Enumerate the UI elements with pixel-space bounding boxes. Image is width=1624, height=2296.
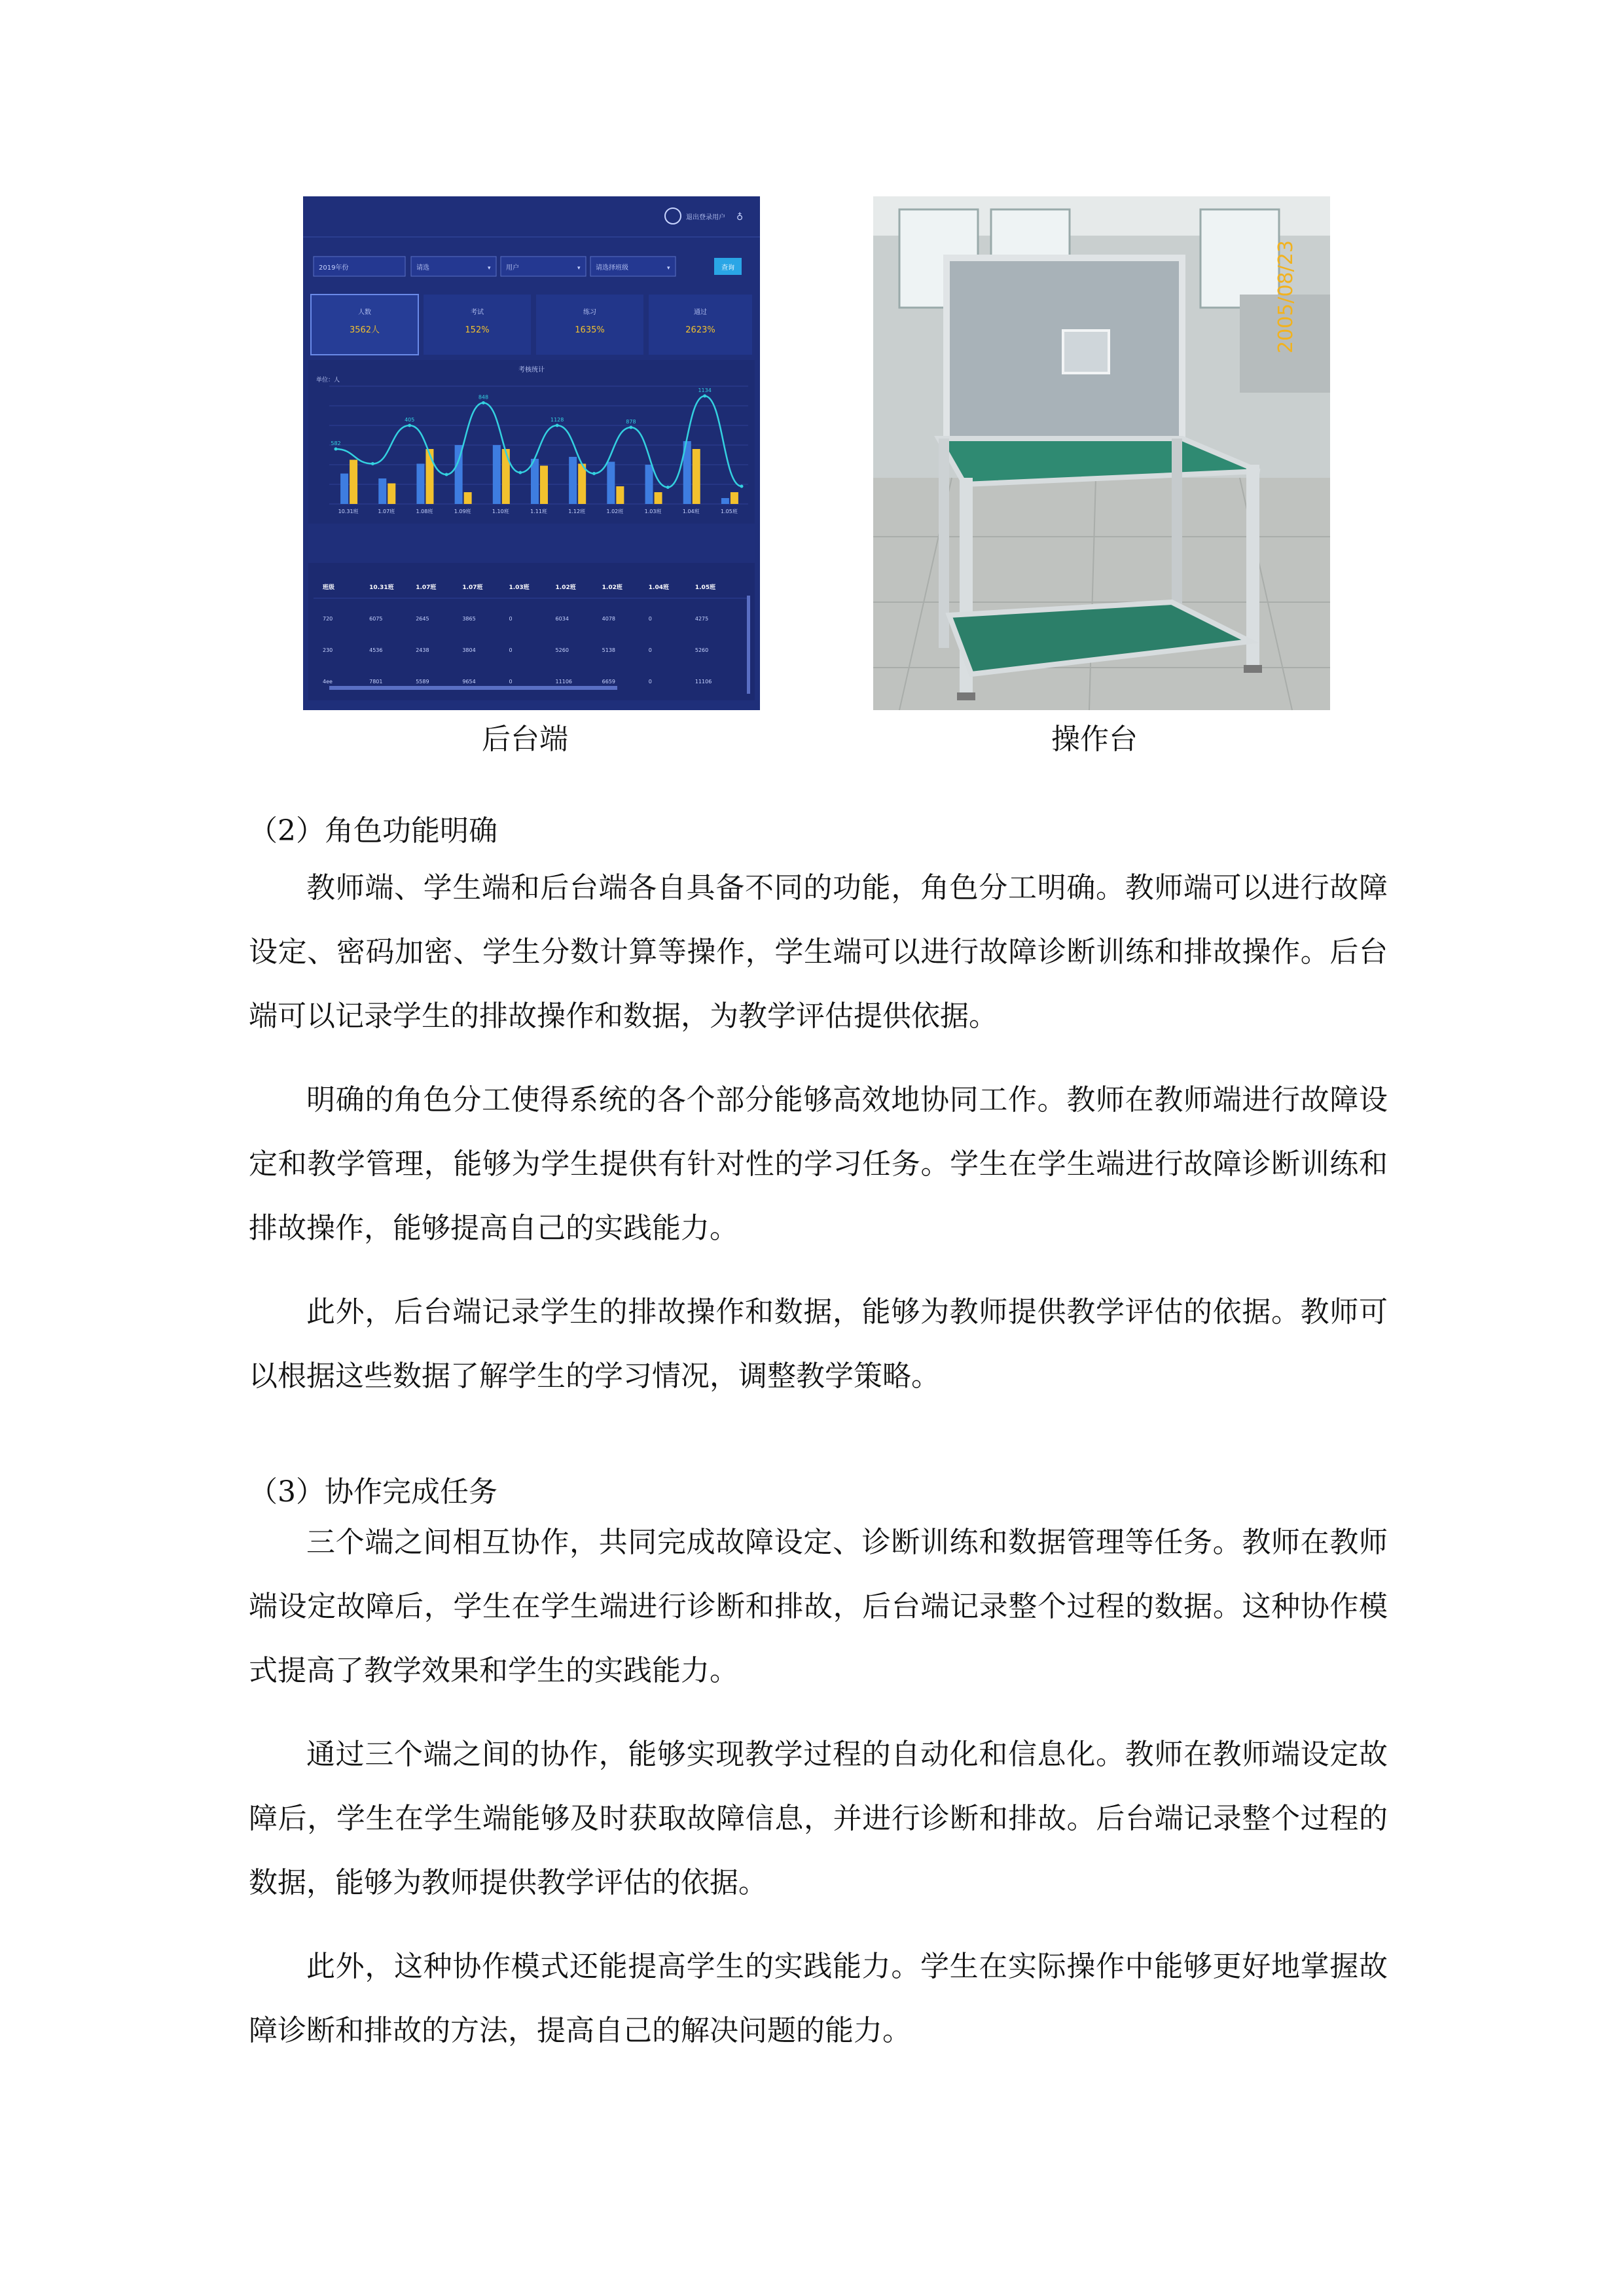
x-tick-label: 10.31班	[338, 509, 359, 514]
table-cell: 9654	[462, 679, 476, 685]
x-tick-label: 1.10班	[492, 509, 509, 514]
table-cell: 230	[323, 647, 333, 653]
kpi-label: 人数	[358, 309, 371, 316]
bar	[607, 462, 615, 505]
kpi-card-1[interactable]	[311, 295, 418, 355]
table-cell: 11106	[695, 679, 712, 685]
bar	[540, 466, 548, 505]
table-cell: 7801	[369, 679, 383, 685]
kpi-label: 练习	[583, 309, 596, 316]
bar	[493, 445, 501, 504]
kpi-value: 152%	[465, 325, 490, 335]
bar	[502, 449, 510, 504]
bar	[378, 478, 386, 504]
bar	[721, 498, 729, 504]
line-point	[740, 485, 744, 488]
bar	[731, 492, 738, 504]
x-tick-label: 1.12班	[568, 509, 586, 514]
bar	[340, 474, 348, 505]
section-heading-3: （3）协作完成任务	[249, 1475, 497, 1509]
chart-unit: 单位：人	[316, 377, 340, 384]
table-cell: 3865	[462, 616, 476, 622]
line-point	[629, 426, 632, 429]
table-cell: 6075	[369, 616, 383, 622]
x-tick-label: 1.08班	[416, 509, 433, 514]
x-tick-label: 1.03班	[644, 509, 662, 514]
kpi-label: 通过	[694, 309, 707, 316]
search-button-label: 查询	[721, 264, 734, 272]
kpi-card-2[interactable]	[424, 295, 531, 355]
table-cell: 0	[648, 647, 652, 653]
bell-icon: ♁	[736, 212, 744, 223]
bar	[531, 459, 539, 504]
table-cell: 5260	[695, 647, 709, 653]
date-stamp: 2005/08/23	[1274, 240, 1297, 353]
table-h-scrollbar[interactable]	[329, 686, 617, 690]
workbench-photo	[873, 196, 1330, 710]
user-label: 退出登录用户	[686, 214, 725, 221]
table-header-cell: 1.02班	[602, 584, 623, 591]
table-cell: 0	[648, 616, 652, 622]
data-label: 1134	[698, 387, 712, 393]
x-tick-label: 1.05班	[721, 509, 738, 514]
table-cell: 2438	[416, 647, 429, 653]
table-cell: 2645	[416, 616, 429, 622]
paragraph: 此外，这种协作模式还能提高学生的实践能力。学生在实际操作中能够更好地掌握故障诊断和排故的方法，提高自己的解决问题的能力。	[249, 1950, 1388, 2047]
table-header-cell: 10.31班	[369, 584, 394, 591]
bar	[425, 449, 433, 504]
bar	[693, 449, 700, 504]
table-header-cell: 1.05班	[695, 584, 716, 591]
filter-class-label: 请选择班级	[596, 264, 628, 272]
section-heading-2: （2）角色功能明确	[249, 814, 497, 848]
line-point	[371, 462, 374, 465]
table-cell: 5260	[555, 647, 569, 653]
section-3-body	[249, 1511, 1388, 2063]
bar	[578, 464, 586, 505]
filter-user-label: 用户	[506, 264, 519, 272]
filter-type-label: 请选	[416, 264, 429, 272]
line-point	[518, 471, 522, 475]
kpi-card-3[interactable]	[536, 295, 643, 355]
x-tick-label: 1.02班	[606, 509, 624, 514]
chevron-down-icon: ▾	[667, 265, 670, 272]
line-point	[703, 395, 706, 398]
workbench-illustration	[873, 196, 1330, 710]
dashboard-screenshot	[303, 196, 760, 710]
table-cell: 5589	[416, 679, 429, 685]
line-point	[592, 472, 596, 475]
table-cell: 4275	[695, 616, 709, 622]
table-cell: 0	[648, 679, 652, 685]
data-label: 405	[405, 417, 415, 423]
table-cell: 6659	[602, 679, 616, 685]
table-cell: 720	[323, 616, 333, 622]
kpi-label: 考试	[471, 309, 484, 316]
kpi-value: 3562人	[349, 325, 380, 335]
paragraph: 此外，后台端记录学生的排故操作和数据，能够为教师提供教学评估的依据。教师可以根据这些数据了解学生的学习情况，调整教学策略。	[249, 1295, 1388, 1393]
bar	[464, 492, 472, 504]
table-cell: 4ee	[323, 679, 333, 685]
caption-dashboard: 后台端	[482, 723, 568, 756]
table-cell: 4078	[602, 616, 616, 622]
bar	[655, 492, 662, 504]
table-cell: 11106	[555, 679, 573, 685]
data-label: 848	[478, 394, 489, 401]
paragraph: 通过三个端之间的协作，能够实现教学过程的自动化和信息化。教师在教师端设定故障后，学生在学生端能够及时获取故障信息，并进行诊断和排故。后台端记录整个过程的数据，能够为教师提供教学评估的依据。	[249, 1738, 1388, 1899]
table-cell: 4536	[369, 647, 383, 653]
x-tick-label: 1.09班	[454, 509, 471, 514]
kpi-value: 1635%	[575, 325, 605, 335]
x-tick-label: 1.04班	[682, 509, 700, 514]
filter-year-label: 2019年份	[319, 264, 349, 272]
bar	[645, 465, 653, 504]
bar	[616, 486, 624, 504]
line-point	[556, 424, 559, 427]
x-tick-label: 1.07班	[378, 509, 395, 514]
chevron-down-icon: ▾	[488, 265, 491, 272]
bar	[569, 457, 577, 504]
table-header-cell: 班级	[323, 584, 335, 591]
data-label: 878	[626, 419, 636, 425]
chevron-down-icon: ▾	[577, 265, 581, 272]
kpi-value: 2623%	[685, 325, 715, 335]
table-header-cell: 1.04班	[648, 584, 669, 591]
paragraph: 三个端之间相互协作，共同完成故障设定、诊断训练和数据管理等任务。教师在教师端设定故障后，学生在学生端进行诊断和排故，后台端记录整个过程的数据。这种协作模式提高了教学效果和学生的实践能力。	[249, 1526, 1388, 1687]
table-header-cell: 1.02班	[555, 584, 576, 591]
table-header-cell: 1.07班	[416, 584, 437, 591]
paragraph: 教师端、学生端和后台端各自具备不同的功能，角色分工明确。教师端可以进行故障设定、密码加密、学生分数计算等操作，学生端可以进行故障诊断训练和排故操作。后台端可以记录学生的排故操作和数据，为教学评估提供依据。	[249, 871, 1388, 1033]
x-tick-label: 1.11班	[530, 509, 547, 514]
chart-title: 考核统计	[518, 367, 545, 374]
table-cell: 0	[509, 647, 513, 653]
bar	[416, 464, 424, 505]
line-point	[666, 486, 670, 489]
section-2-body	[249, 856, 1388, 1408]
caption-workbench: 操作台	[1051, 723, 1138, 756]
bar	[350, 460, 357, 505]
bar	[388, 484, 395, 505]
table-header-cell: 1.07班	[462, 584, 483, 591]
dashboard-graphic	[303, 196, 760, 710]
table-cell: 3804	[462, 647, 476, 653]
table-scrollbar[interactable]	[747, 596, 750, 694]
line-point	[408, 424, 411, 427]
line-point	[482, 401, 485, 404]
kpi-card-4[interactable]	[649, 295, 752, 355]
paragraph: 明确的角色分工使得系统的各个部分能够高效地协同工作。教师在教师端进行故障设定和教学管理，能够为学生提供有针对性的学习任务。学生在学生端进行故障诊断训练和排故操作，能够提高自己的实践能力。	[249, 1083, 1388, 1245]
table-cell: 6034	[555, 616, 569, 622]
table-cell: 0	[509, 616, 513, 622]
line-point	[445, 473, 448, 476]
table-header-cell: 1.03班	[509, 584, 530, 591]
table-cell: 5138	[602, 647, 616, 653]
table-cell: 0	[509, 679, 513, 685]
data-label: 582	[331, 440, 341, 446]
data-label: 1128	[550, 417, 564, 423]
line-point	[334, 448, 338, 451]
